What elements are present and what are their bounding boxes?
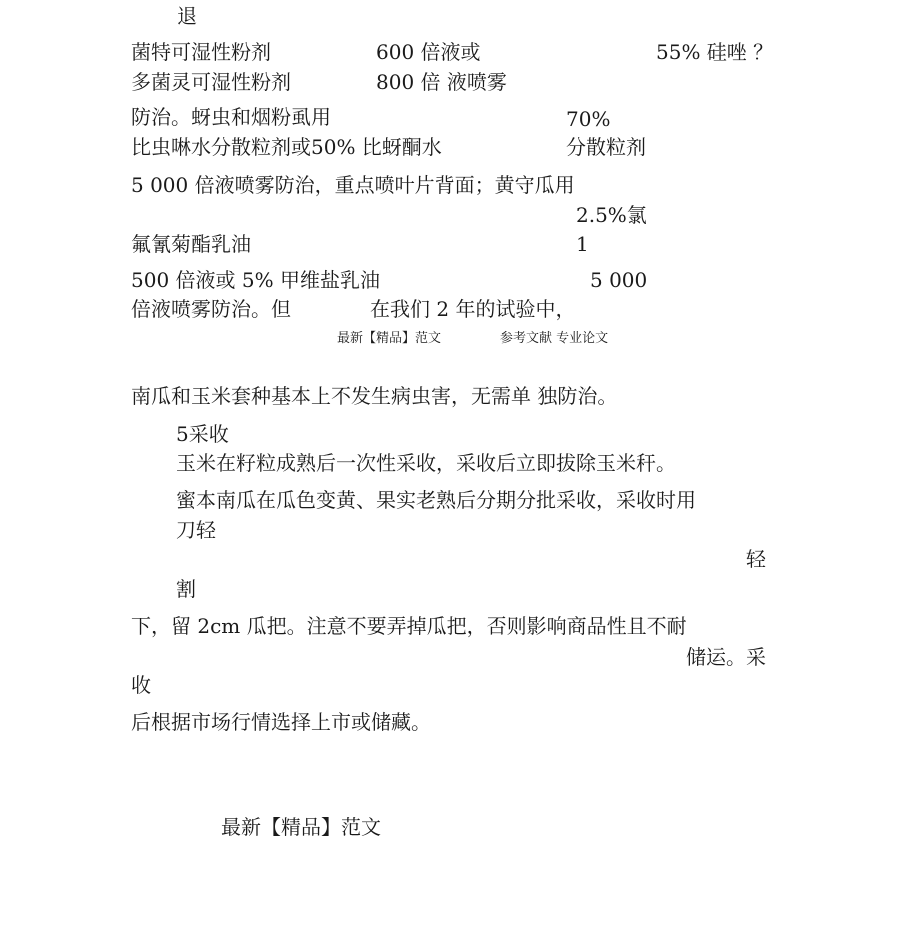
text-line: 800 倍 液喷雾 xyxy=(376,70,507,94)
text-line: 玉米在籽粒成熟后一次性采收，采收后立即拔除玉米秆。 xyxy=(176,451,676,475)
text-line: 5 000 xyxy=(590,268,648,292)
text-line: 后根据市场行情选择上市或储藏。 xyxy=(131,710,431,734)
page-footer: 最新【精品】范文 xyxy=(221,815,381,839)
text-line: 500 倍液或 5% 甲维盐乳油 xyxy=(131,268,380,292)
text-line: 1 xyxy=(576,232,589,256)
text-line: 70% xyxy=(566,107,611,131)
text-line: 氟氰菊酯乳油 xyxy=(131,232,251,256)
text-line: 割 xyxy=(176,577,196,601)
text-line: 5 000 倍液喷雾防治，重点喷叶片背面；黄守瓜用 xyxy=(131,173,575,197)
text-line: 多菌灵可湿性粉剂 xyxy=(131,70,291,94)
text-line: 2.5%氯 xyxy=(576,203,647,227)
text-line: 蜜本南瓜在瓜色变黄、果实老熟后分期分批采收，采收时用 xyxy=(176,488,696,512)
text-line: 倍液喷雾防治。但 xyxy=(131,297,291,321)
text-line: 储运。采 xyxy=(686,645,766,669)
text-line: 菌特可湿性粉剂 xyxy=(131,40,271,64)
text-line: 刀轻 xyxy=(176,518,216,542)
text-line: 600 倍液或 xyxy=(376,40,481,64)
text-line: 比虫啉水分散粒剂或50% 比蚜酮水 xyxy=(131,135,442,159)
text-line: 在我们 2 年的试验中， xyxy=(370,297,576,321)
text-line: 南瓜和玉米套种基本上不发生病虫害，无需单 独防治。 xyxy=(131,384,618,408)
text-line: 55% 硅唑 ？ xyxy=(656,40,774,64)
mid-footer-left: 最新【精品】范文 xyxy=(337,331,442,346)
text-line: 分散粒剂 xyxy=(566,135,646,159)
text-line: 收 xyxy=(131,673,151,697)
section-heading: 5采收 xyxy=(176,422,229,446)
text-line: 下，留 2cm 瓜把。注意不要弄掉瓜把，否则影响商品性且不耐 xyxy=(131,614,687,638)
text-line: 轻 xyxy=(746,547,766,571)
mid-footer-right: 参考文献 专业论文 xyxy=(500,331,609,346)
text-line: 防治。蚜虫和烟粉虱用 xyxy=(131,105,331,129)
text-line: 退 xyxy=(177,4,197,28)
